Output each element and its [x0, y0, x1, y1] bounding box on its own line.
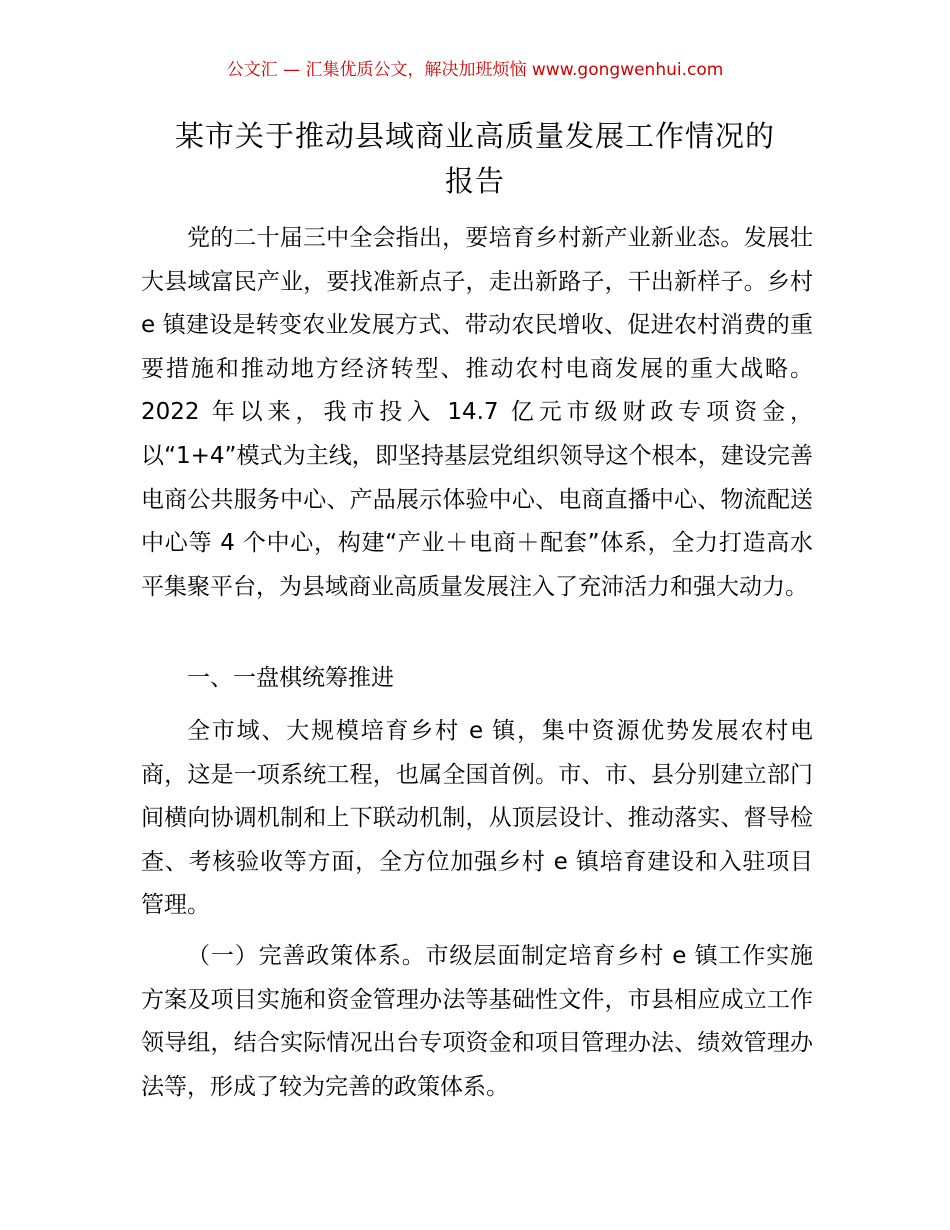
- header-banner: 公文汇 — 汇集优质公文，解决加班烦恼 www.gongwenhui.com: [226, 60, 724, 80]
- subsection-1-paragraph: （一）完善政策体系。市级层面制定培育乡村 e 镇工作实施方案及项目实施和资金管理办法等基础性文件，市县相应成立工作领导组，结合实际情况出台专项资金和项目管理办法、绩效管理办法等，形成了较为完善的政策体系。: [141, 943, 813, 1100]
- section-heading-1: 一、一盘棋统筹推进: [187, 665, 394, 691]
- section-1-paragraph: 全市域、大规模培育乡村 e 镇，集中资源优势发展农村电商，这是一项系统工程，也属全国首例。市、市、县分别建立部门间横向协调机制和上下联动机制，从顶层设计、推动落实、督导检查、考核验收等方面，全方位加强乡村 e 镇培育建设和入驻项目管理。: [141, 718, 813, 919]
- document-title-line-2: 报告: [444, 164, 505, 198]
- document-title: [120, 114, 830, 204]
- intro-paragraph: 党的二十届三中全会指出，要培育乡村新产业新业态。发展壮大县域富民产业，要找准新点子，走出新路子，干出新样子。乡村 e 镇建设是转变农业发展方式、带动农民增收、促进农村消费的重要措施和推动地方经济转型、推动农村电商发展的重大战略。2022 年以来，我市投入 14.7 亿元市级财政专项资金，以“1+4”模式为主线，即坚持基层党组织领导这个根本，建设完善电商公共服务中心、产品展示体验中心、电商直播中心、物流配送中心等 4 个中心，构建“产业＋电商＋配套”体系，全力打造高水平集聚平台，为县域商业高质量发展注入了充沛活力和强大动力。: [141, 225, 813, 600]
- document-title-line-1: 某市关于推动县域商业高质量发展工作情况的: [174, 119, 775, 153]
